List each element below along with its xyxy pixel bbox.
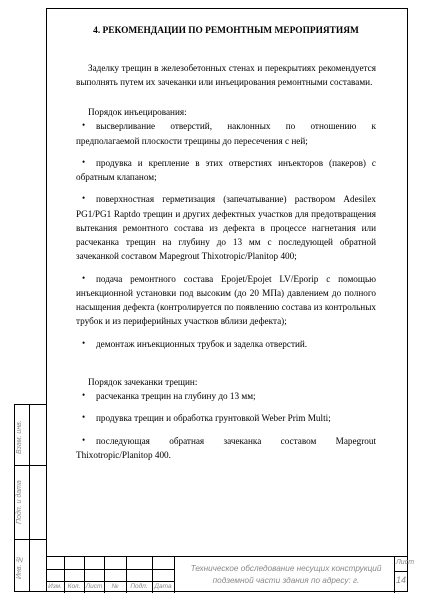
caulking-list <box>76 389 376 462</box>
bullet-icon: • <box>82 272 86 283</box>
title-block-col-line <box>174 557 175 593</box>
list-item <box>76 272 376 329</box>
list-item-text: продувка и крепление в этих отверстиях инъекторов (пакеров) с обратным клапаном; <box>76 157 376 183</box>
list-item <box>76 192 376 263</box>
list-item-text: расчеканка трещин на глубину до 13 мм; <box>96 391 256 402</box>
document-title: Техническое обследование несущих конструкций подземной части здания по адресу: г. <box>190 564 382 586</box>
list-item <box>76 411 376 425</box>
column-label-date: Дата <box>154 583 172 590</box>
list-item-text: поверхностная герметизация (запечатывание) раствором Adesilex PG1/PG1 Raptdo трещин и других дефектных участков для предотвращения вытекания ремонтного состава из дефекта в процессе нагнетания или расчеканка трещин на глубину до 13 мм с последующей обратной зачеканкой составом Mapegrout Thixotropic/Planitop 400; <box>76 194 376 262</box>
bullet-icon: • <box>82 120 86 131</box>
injection-list <box>76 119 376 351</box>
section-title: 4. РЕКОМЕНДАЦИИ ПО РЕМОНТНЫМ МЕРОПРИЯТИЯМ <box>93 26 359 36</box>
list-item <box>76 337 376 351</box>
injection-heading: Порядок инъецирования: <box>88 107 187 118</box>
bullet-icon: • <box>82 193 86 204</box>
side-stamp-row-divider <box>15 465 47 466</box>
side-stamp-row-divider <box>15 539 47 540</box>
side-label-signature-date: Подп. и дата <box>16 480 23 524</box>
bullet-icon: • <box>82 412 86 423</box>
side-label-replacement: Взам. инв. <box>16 420 23 454</box>
sheet-label: Лист <box>396 559 415 566</box>
column-label-change: Изм. <box>48 583 62 590</box>
bullet-icon: • <box>82 390 86 401</box>
title-block-row-line <box>46 581 174 582</box>
side-label-inventory-no: Инв. № <box>16 555 23 579</box>
list-item <box>76 389 376 403</box>
sheet-number: 14 <box>395 575 406 585</box>
list-item-text: высверливание отверстий, наклонных по отношению к предполагаемой плоскости трещины до пересечения с ней; <box>76 121 376 146</box>
list-item <box>76 119 376 148</box>
bullet-icon: • <box>82 434 86 445</box>
spacer <box>76 359 376 375</box>
side-stamp-divider <box>29 405 30 591</box>
intro-paragraph: Заделку трещин в железобетонных стенах и перекрытиях рекомендуется выполнять путем их зачеканки или инъецирования ремонтными составами. <box>76 62 376 87</box>
spacer <box>76 89 376 105</box>
list-item-text: последующая обратная зачеканка составом Mapegrout Thixotropic/Planitop 400. <box>76 435 376 460</box>
caulking-heading: Порядок зачеканки трещин: <box>88 376 198 387</box>
list-item <box>76 434 376 463</box>
column-label-number: № <box>111 583 119 590</box>
document-body <box>76 24 376 470</box>
bullet-icon: • <box>82 337 86 348</box>
list-item-text: подача ремонтного состава Epojet/Epojet LV/Eporip с помощью инъекционной установки под высоким (до 20 МПа) давлением до полного насыщения дефекта (контролируется по появлению состава из контрольных трубок и из периферийных участков вблизи дефекта); <box>76 273 376 327</box>
list-item-text: продувка трещин и обработка грунтовкой Weber Prim Multi; <box>96 413 331 424</box>
list-item-text: демонтаж инъекционных трубок и заделка отверстий. <box>96 338 308 349</box>
column-label-sheet: Лист <box>85 583 103 590</box>
title-block-row-line <box>46 569 174 570</box>
title-block-row-line <box>394 571 408 572</box>
side-stamp <box>14 404 46 592</box>
bullet-icon: • <box>82 156 86 167</box>
column-label-signature: Подп. <box>130 583 148 590</box>
list-item <box>76 156 376 185</box>
column-label-count: Кол. <box>67 583 81 590</box>
title-block <box>46 556 415 592</box>
